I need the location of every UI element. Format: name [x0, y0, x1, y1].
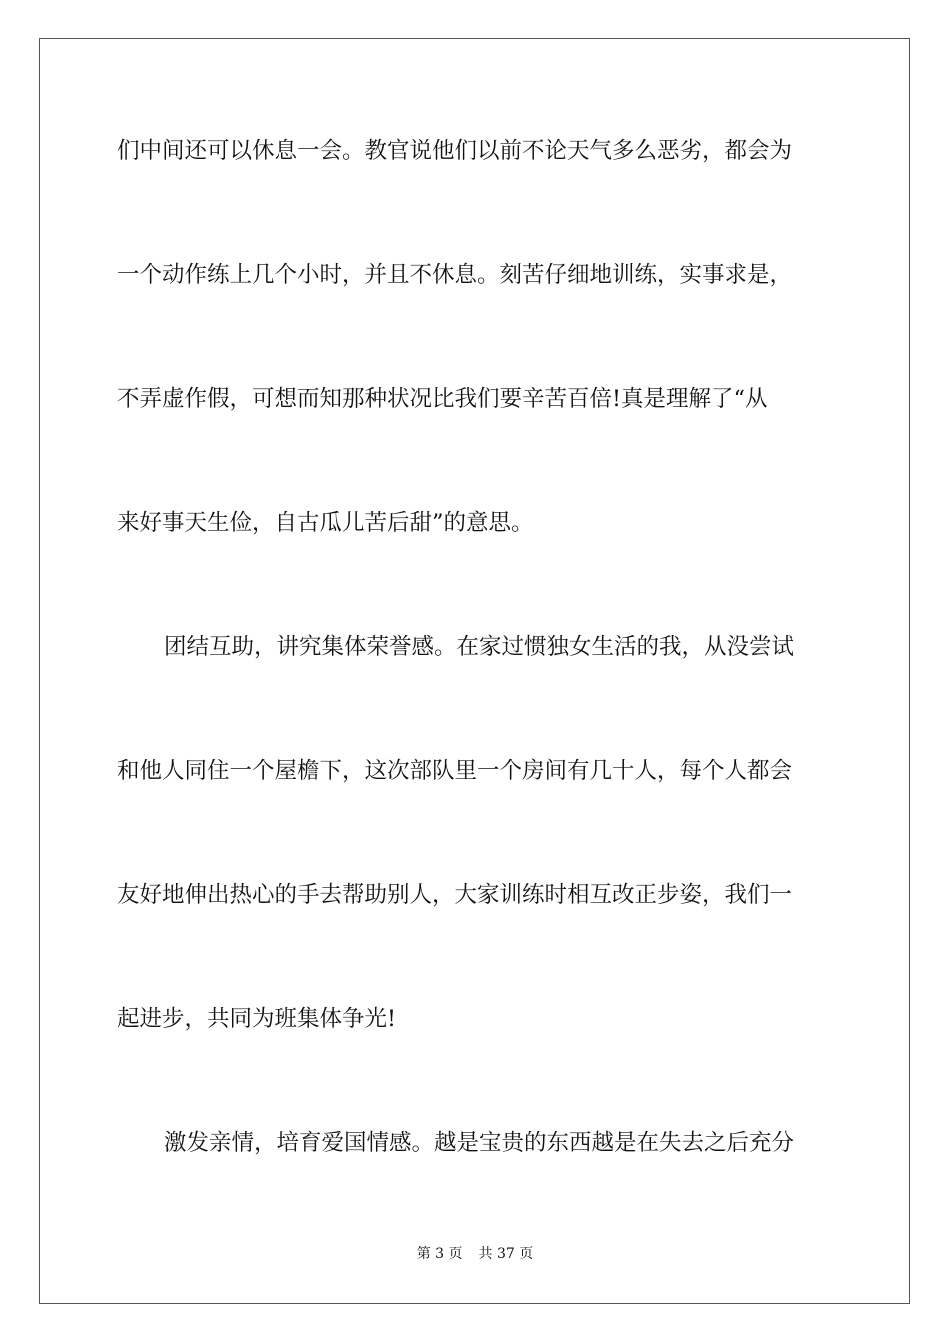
page-border — [39, 38, 910, 1304]
paragraph-start-line: 团结互助，讲究集体荣誉感。在家过惯独女生活的我，从没尝试 — [164, 634, 795, 660]
page-number: 第 3 页 — [416, 1246, 463, 1262]
text-line-2: 一个动作练上几个小时，并且不休息。刻苦仔细地训练，实事求是， — [117, 262, 793, 288]
page-footer — [0, 1244, 950, 1264]
total-pages: 共 37 页 — [478, 1246, 534, 1262]
text-line-6: 和他人同住一个屋檐下，这次部队里一个房间有几十人，每个人都会 — [117, 758, 793, 784]
text-line-7: 友好地伸出热心的手去帮助别人，大家训练时相互改正步姿，我们一 — [117, 882, 793, 908]
text-line-3: 不弄虚作假，可想而知那种状况比我们要辛苦百倍!真是理解了“从 — [117, 386, 768, 412]
paragraph-start-line: 激发亲情，培育爱国情感。越是宝贵的东西越是在失去之后充分 — [164, 1130, 795, 1156]
text-line-8: 起进步，共同为班集体争光! — [117, 1006, 397, 1032]
text-line-4: 来好事天生俭，自古瓜儿苦后甜”的意思。 — [117, 510, 534, 536]
text-line-1: 们中间还可以休息一会。教官说他们以前不论天气多么恶劣，都会为 — [117, 138, 793, 164]
